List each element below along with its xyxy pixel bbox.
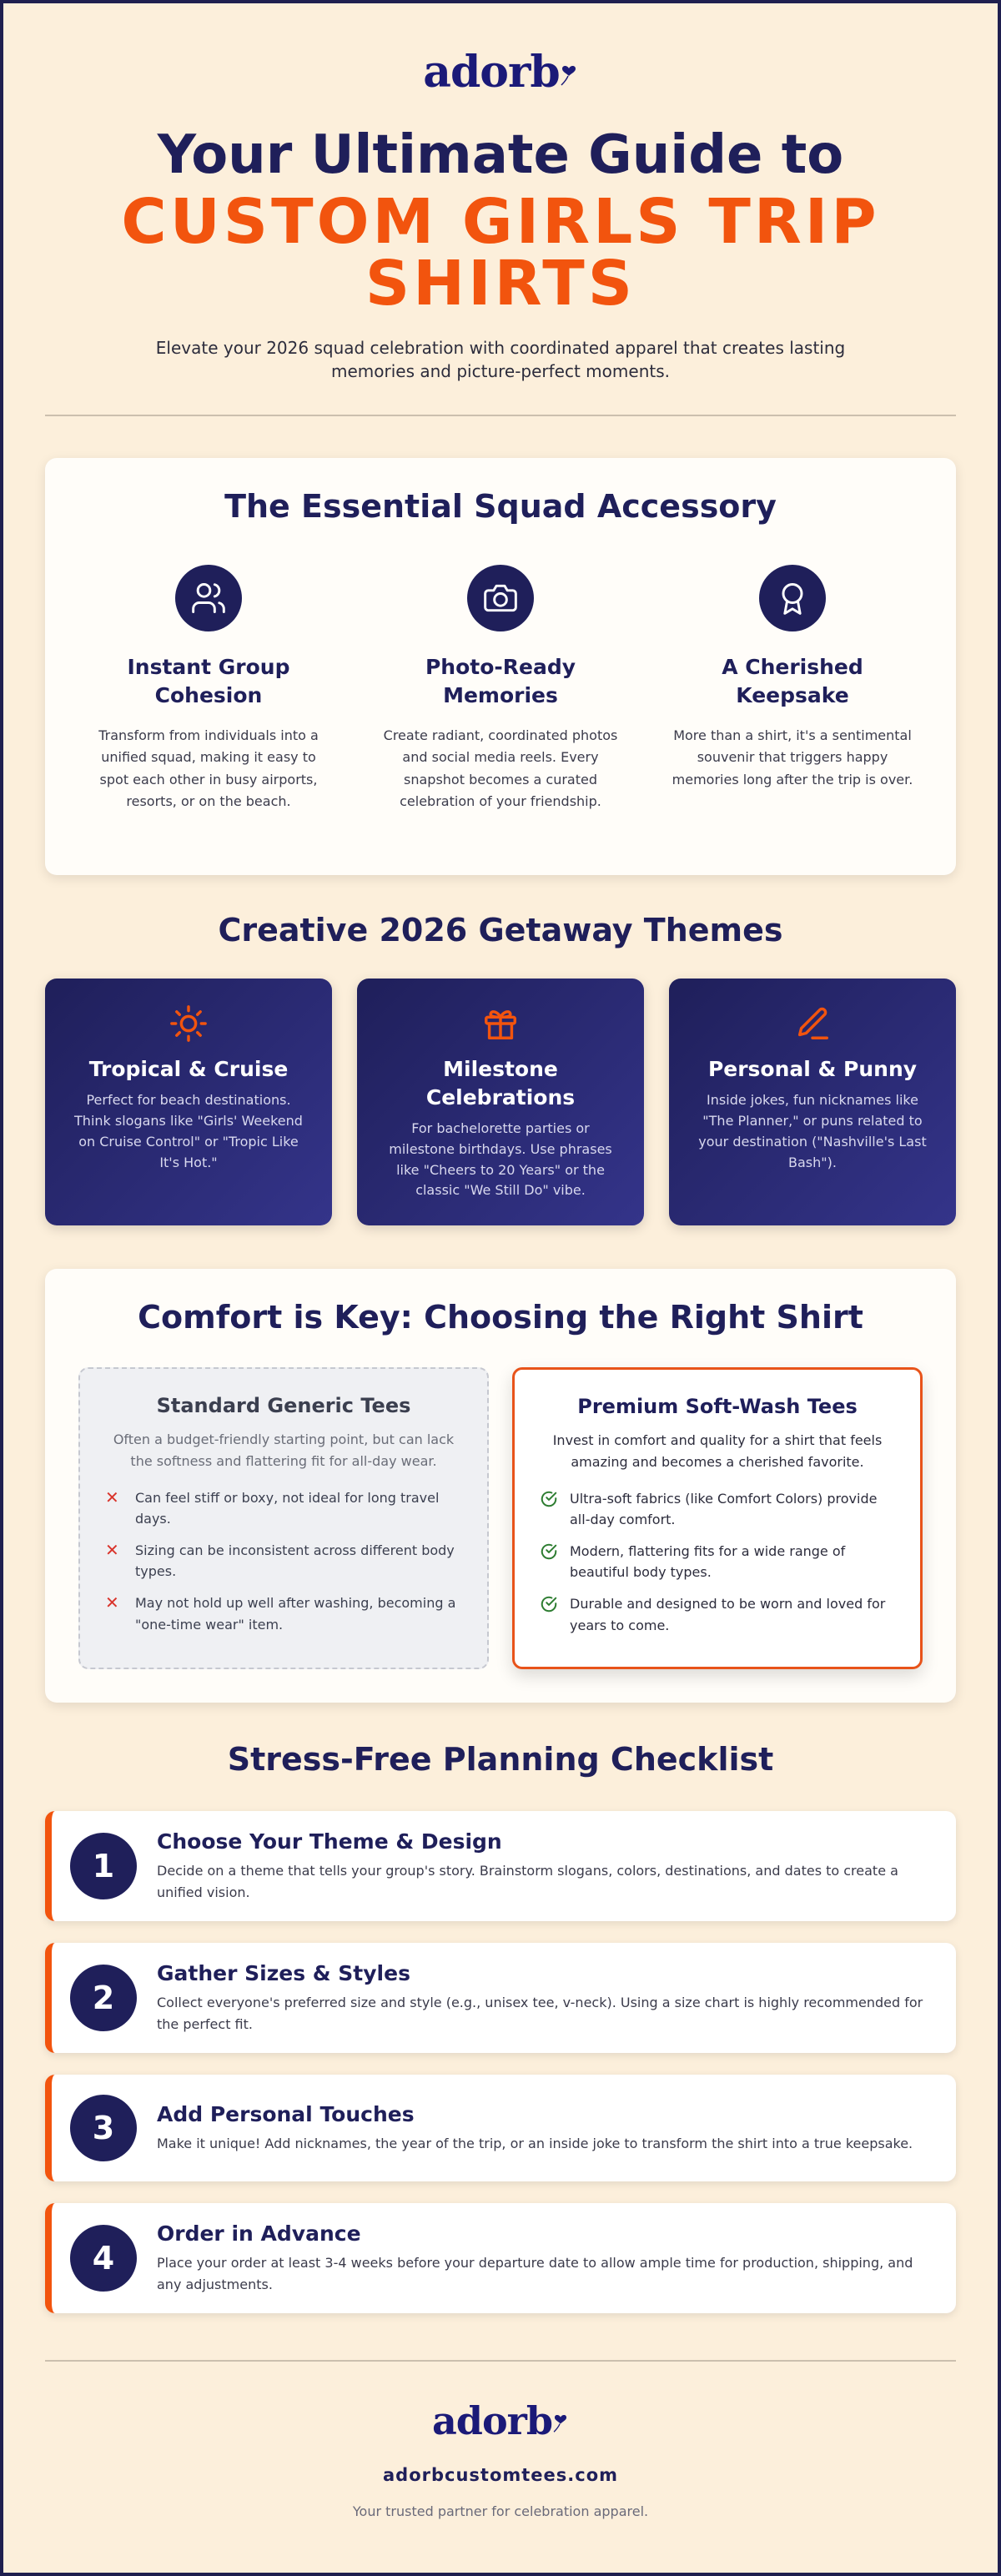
themes-title: Creative 2026 Getaway Themes <box>218 912 783 949</box>
group-icon <box>175 565 242 631</box>
generic-tees-panel <box>78 1367 489 1669</box>
step-description: Place your order at least 3-4 weeks before your departure date to allow ample time for production, shipping, and any adjustments. <box>157 2255 913 2292</box>
feature-item <box>87 565 330 813</box>
infographic-page <box>3 3 998 2519</box>
list-item <box>105 1540 462 1582</box>
premium-tees-list <box>540 1488 895 1637</box>
award-icon <box>759 565 826 631</box>
step-number: 2 <box>70 1965 137 2031</box>
list-item <box>540 1541 895 1583</box>
theme-card <box>45 979 332 1225</box>
header-divider <box>45 415 956 416</box>
page-header <box>3 3 998 383</box>
generic-tees-title: Standard Generic Tees <box>156 1394 411 1418</box>
check-circle-icon <box>540 1488 570 1512</box>
checklist-title: Stress-Free Planning Checklist <box>227 1741 774 1779</box>
feature-title: Instant Group Cohesion <box>127 655 290 708</box>
feature-item <box>379 565 622 813</box>
theme-description: Inside jokes, fun nicknames like "The Planner," or puns related to your destination ("Nashville's Last Bash"). <box>698 1092 927 1170</box>
feature-description: Create radiant, coordinated photos and social media reels. Every snapshot becomes a curated celebration of your friendship. <box>383 727 618 810</box>
logo-text: adorb <box>431 2398 553 2444</box>
list-item <box>105 1592 462 1635</box>
logo-text: adorb <box>423 47 560 98</box>
premium-tees-title: Premium Soft-Wash Tees <box>577 1395 858 1419</box>
page-subtitle: Elevate your 2026 squad celebration with coordinated apparel that creates lasting memories and picture-perfect moments. <box>155 337 846 382</box>
step-title: Add Personal Touches <box>157 2102 415 2127</box>
themes-grid <box>45 979 956 1225</box>
theme-card <box>357 979 644 1225</box>
step-title: Order in Advance <box>157 2221 361 2246</box>
checklist-step <box>45 1943 956 2053</box>
x-icon: ✕ <box>105 1592 119 1613</box>
theme-title: Personal & Punny <box>707 1057 918 1082</box>
footer-tagline: Your trusted partner for celebration apparel. <box>352 2503 649 2520</box>
checklist-steps <box>45 1811 956 2313</box>
x-icon: ✕ <box>105 1487 119 1507</box>
step-body <box>157 2102 913 2155</box>
list-item-text: Ultra-soft fabrics (like Comfort Colors) provide all-day comfort. <box>570 1490 878 1528</box>
checklist-step <box>45 1811 956 1921</box>
generic-tees-list <box>105 1487 462 1636</box>
feature-title: A Cherished Keepsake <box>722 655 863 708</box>
list-item-text: Durable and designed to be worn and loved for years to come. <box>570 1596 886 1633</box>
essentials-features <box>45 525 956 813</box>
shirt-comparison <box>45 1336 956 1669</box>
feature-item <box>671 565 914 813</box>
brand-logo[interactable] <box>3 47 998 98</box>
theme-card <box>669 979 956 1225</box>
page-title-highlight: CUSTOM GIRLS TRIP SHIRTS <box>121 185 880 319</box>
essentials-card <box>45 458 956 875</box>
feature-title: Photo-Ready Memories <box>425 655 576 708</box>
generic-tees-intro: Often a budget-friendly starting point, but can lack the softness and flattering fit for all-day wear. <box>113 1431 455 1470</box>
step-body <box>157 1829 931 1903</box>
comfort-card <box>45 1269 956 1703</box>
step-title: Gather Sizes & Styles <box>157 1961 410 1986</box>
gift-icon <box>379 1004 622 1044</box>
theme-description: Perfect for beach destinations. Think slogans like "Girls' Weekend on Cruise Control" or "Tropic Like It's Hot." <box>74 1092 303 1170</box>
heart-icon <box>560 58 578 87</box>
list-item <box>105 1487 462 1530</box>
feature-description: Transform from individuals into a unified squad, making it easy to spot each other in busy airports, resorts, or on the beach. <box>98 727 319 810</box>
list-item <box>540 1593 895 1636</box>
essentials-title: The Essential Squad Accessory <box>224 488 777 526</box>
list-item-text: Sizing can be inconsistent across different body types. <box>135 1542 455 1580</box>
check-circle-icon <box>540 1541 570 1564</box>
step-title: Choose Your Theme & Design <box>157 1829 502 1854</box>
step-number: 3 <box>70 2095 137 2161</box>
sun-icon <box>67 1004 310 1044</box>
list-item-text: Modern, flattering fits for a wide range of beautiful body types. <box>570 1542 846 1581</box>
footer-logo[interactable] <box>3 2398 998 2443</box>
checklist-step <box>45 2075 956 2181</box>
page-footer <box>3 2362 998 2519</box>
x-icon: ✕ <box>105 1539 119 1560</box>
check-circle-icon <box>540 1593 570 1617</box>
list-item-text: Can feel stiff or boxy, not ideal for long travel days. <box>135 1489 440 1527</box>
step-body <box>157 2221 931 2295</box>
checklist-step <box>45 2203 956 2313</box>
step-description: Decide on a theme that tells your group's story. Brainstorm slogans, colors, destinations, and dates to create a unified vision. <box>157 1863 898 1900</box>
list-item-text: May not hold up well after washing, becoming a "one-time wear" item. <box>135 1595 456 1633</box>
premium-tees-panel <box>512 1367 923 1669</box>
pencil-icon <box>691 1004 934 1044</box>
website-link[interactable]: adorbcustomtees.com <box>382 2465 619 2486</box>
theme-description: For bachelorette parties or milestone birthdays. Use phrases like "Cheers to 20 Years" or the classic "We Still Do" vibe. <box>389 1119 612 1199</box>
step-description: Collect everyone's preferred size and style (e.g., unisex tee, v-neck). Using a size chart is highly recommended for the perfect fit. <box>157 1995 923 2032</box>
theme-title: Milestone Celebrations <box>425 1057 576 1110</box>
premium-tees-intro: Invest in comfort and quality for a shirt that feels amazing and becomes a cherished favorite. <box>552 1432 883 1471</box>
page-title: Your Ultimate Guide to <box>157 124 844 186</box>
comfort-title: Comfort is Key: Choosing the Right Shirt <box>138 1299 863 1336</box>
step-number: 4 <box>70 2225 137 2292</box>
theme-title: Tropical & Cruise <box>88 1057 289 1082</box>
list-item <box>540 1488 895 1531</box>
heart-icon <box>552 2408 569 2433</box>
step-number: 1 <box>70 1833 137 1899</box>
feature-description: More than a shirt, it's a sentimental souvenir that triggers happy memories long after the trip is over. <box>672 727 913 787</box>
step-body <box>157 1961 931 2035</box>
step-description: Make it unique! Add nicknames, the year of the trip, or an inside joke to transform the shirt into a true keepsake. <box>157 2136 913 2152</box>
camera-icon <box>467 565 534 631</box>
